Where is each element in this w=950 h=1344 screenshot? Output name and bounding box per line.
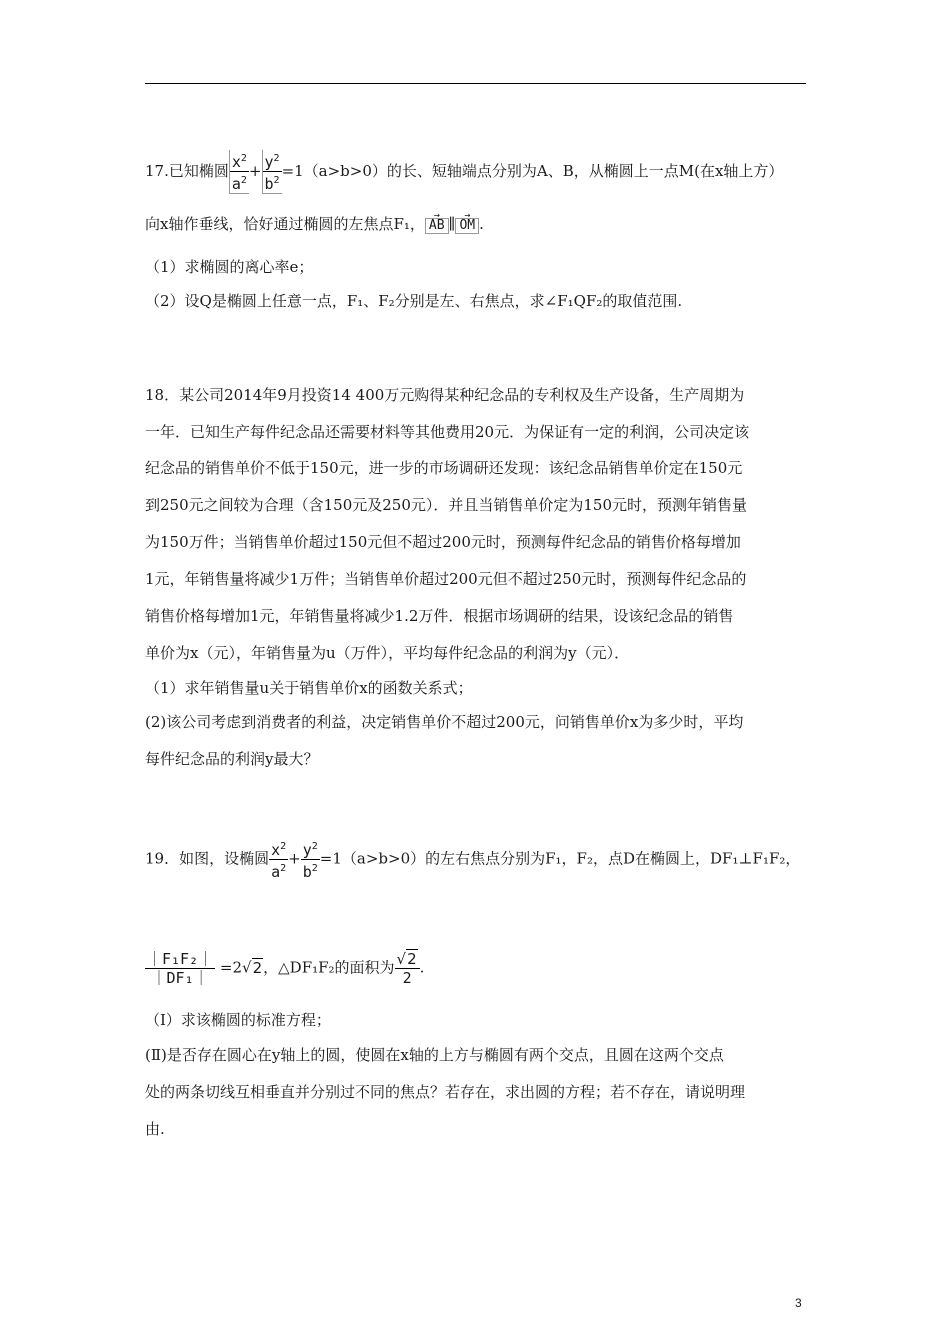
q18-line: 一年．已知生产每件纪念品还需要材料等其他费用20元．为保证有一定的利润，公司决定该 <box>145 423 750 441</box>
q18-line: 为150万件；当销售单价超过150元但不超过200元时，预测每件纪念品的销售价格每增加 <box>145 533 741 551</box>
q19-part2-line3: 由. <box>145 1120 165 1138</box>
fraction-f1f2-over-df1: $\frac{\text{｜F₁F₂｜}}{\text{｜DF₁｜}}$ <box>147 950 214 987</box>
q18-part2: (2)该公司考虑到消费者的利益，决定销售单价不超过200元，问销售单价x为多少时，平均 <box>145 713 744 731</box>
q18-part1: （1）求年销售量u关于销售单价x的函数关系式； <box>145 679 473 697</box>
vector-ab: → AB <box>425 218 449 234</box>
q18-line: 纪念品的销售单价不低于150元，进一步的市场调研还发现：该纪念品销售单价定在150元 <box>145 459 743 477</box>
q19-part2-line2: 处的两条切线互相垂直并分别过不同的焦点？若存在，求出圆的方程；若不存在，请说明理 <box>145 1083 746 1101</box>
sqrt-2: √2 <box>242 958 263 977</box>
q18-part2-cont: 每件纪念品的利润y最大？ <box>145 750 319 768</box>
q17-line1: 17.已知椭圆 $\frac{x^2}{a^2}$ + $\frac{y^2}{b^2}$ =1（a>b>0）的长、短轴端点分别为A、B，从椭圆上一点M(在x轴上方） <box>145 150 783 194</box>
fraction-x2-a2: $\frac{x^2}{a^2}$ <box>269 838 288 881</box>
fraction-y2-b2: $\frac{y^2}{b^2}$ <box>301 838 320 881</box>
q19-line2: $\frac{\text{｜F₁F₂｜}}{\text{｜DF₁｜}}$ =2√2，△DF₁F₂的面积为 $\frac{√2}{2}$ . <box>147 950 425 987</box>
q19-part2-line1: (Ⅱ)是否存在圆心在y轴上的圆，使圆在x轴的上方与椭圆有两个交点，且圆在这两个交点 <box>145 1046 724 1064</box>
fraction-y2-b2: $\frac{y^2}{b^2}$ <box>262 150 282 194</box>
header-rule <box>145 83 806 84</box>
q18-line: 到250元之间较为合理（含150元及250元）．并且当销售单价定为150元时，预测年销售量 <box>145 496 748 514</box>
q18-line: 18．某公司2014年9月投资14 400万元购得某种纪念品的专利权及生产设备，生产周期为 <box>145 386 745 404</box>
q18-line: 单价为x（元），年销售量为u（万件），平均每件纪念品的利润为y（元）． <box>145 644 630 662</box>
q17-line2: 向x轴作垂线，恰好通过椭圆的左焦点F₁，→ AB ∥→ OM . <box>145 214 484 234</box>
q19-part1: （Ⅰ）求该椭圆的标准方程； <box>145 1011 331 1029</box>
fraction-x2-a2: $\frac{x^2}{a^2}$ <box>229 150 249 194</box>
q18-line: 销售价格每增加1元，年销售量将减少1.2万件．根据市场调研的结果，设该纪念品的销售 <box>145 607 734 625</box>
q19-line1: 19．如图，设椭圆 $\frac{x^2}{a^2}$ + $\frac{y^2}{b^2}$ =1（a>b>0）的左右焦点分别为F₁，F₂，点D在椭圆上，DF₁⊥F₁F₂， <box>145 838 800 881</box>
q17-part2: （2）设Q是椭圆上任意一点，F₁、F₂分别是左、右焦点，求∠F₁QF₂的取值范围. <box>145 292 683 310</box>
page-number: 3 <box>795 1296 802 1310</box>
vector-om: → OM <box>455 218 479 234</box>
q17-part1: （1）求椭圆的离心率e； <box>145 258 314 276</box>
fraction-sqrt2-over-2: $\frac{√2}{2}$ <box>395 950 420 987</box>
q18-line: 1元，年销售量将减少1万件；当销售单价超过200元但不超过250元时，预测每件纪念品的 <box>145 570 747 588</box>
